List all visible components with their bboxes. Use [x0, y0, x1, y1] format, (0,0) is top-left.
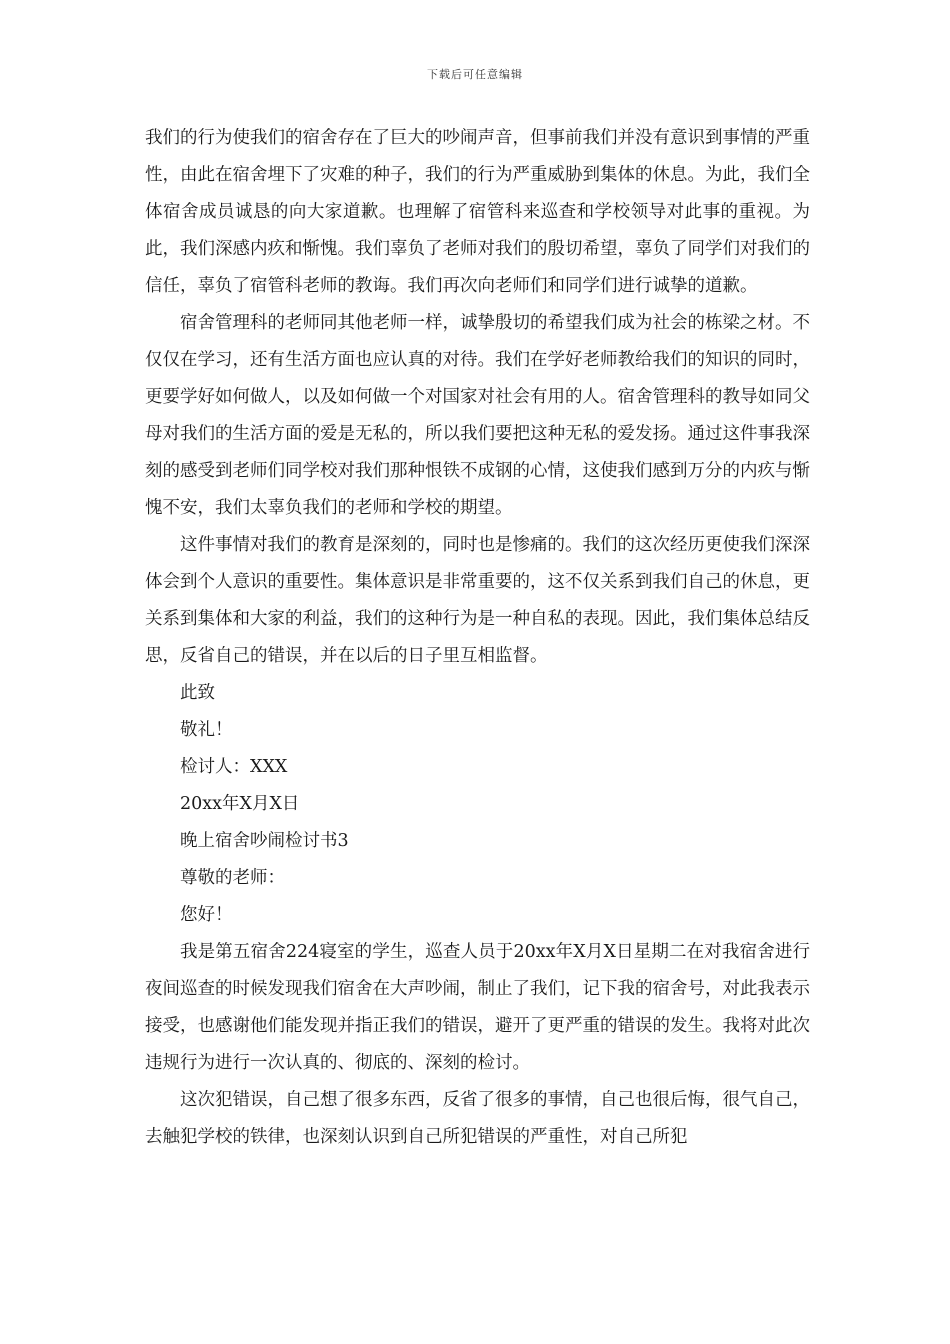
- closing-signer: 检讨人：XXX: [180, 757, 288, 777]
- closing-regards: 敬礼！: [180, 720, 233, 740]
- closing-salutation: 此致: [180, 683, 215, 703]
- paragraph-3: 这件事情对我们的教育是深刻的，同时也是惨痛的。我们的这次经历更使我们深深体会到个人意识的重要性。集体意识是非常重要的，这不仅关系到我们自己的休息，更关系到集体和大家的利益，我们的这种行为是一种自私的表现。因此，我们集体总结反思，反省自己的错误，并在以后的日子里互相监督。: [145, 535, 810, 666]
- section-title: 晚上宿舍吵闹检讨书3: [180, 831, 349, 851]
- paragraph-1: 我们的行为使我们的宿舍存在了巨大的吵闹声音，但事前我们并没有意识到事情的严重性，由此在宿舍埋下了灾难的种子，我们的行为严重威胁到集体的休息。为此，我们全体宿舍成员诚恳的向大家道歉。也理解了宿管科来巡查和学校领导对此事的重视。为此，我们深感内疚和惭愧。我们辜负了老师对我们的殷切希望，辜负了同学们对我们的信任，辜负了宿管科老师的教诲。我们再次向老师们和同学们进行诚挚的道歉。: [145, 128, 810, 296]
- section-paragraph-1: 我是第五宿舍224寝室的学生，巡查人员于20xx年X月X日星期二在对我宿舍进行夜间巡查的时候发现我们宿舍在大声吵闹，制止了我们，记下我的宿舍号，对此我表示接受，也感谢他们能发现并指正我们的错误，避开了更严重的错误的发生。我将对此次违规行为进行一次认真的、彻底的、深刻的检讨。: [145, 942, 810, 1073]
- letter-hello: 您好！: [180, 905, 233, 925]
- paragraph-2: 宿舍管理科的老师同其他老师一样，诚挚殷切的希望我们成为社会的栋梁之材。不仅仅在学习，还有生活方面也应认真的对待。我们在学好老师教给我们的知识的同时，更要学好如何做人，以及如何做一个对国家对社会有用的人。宿舍管理科的教导如同父母对我们的生活方面的爱是无私的，所以我们要把这种无私的爱发扬。通过这件事我深刻的感受到老师们同学校对我们那种恨铁不成钢的心情，这使我们感到万分的内疚与惭愧不安，我们太辜负我们的老师和学校的期望。: [145, 313, 810, 518]
- closing-date: 20xx年X月X日: [180, 794, 300, 814]
- letter-greeting: 尊敬的老师：: [180, 868, 285, 888]
- document-body: [145, 120, 810, 1156]
- section-paragraph-2: 这次犯错误，自己想了很多东西，反省了很多的事情，自己也很后悔，很气自己，去触犯学校的铁律，也深刻认识到自己所犯错误的严重性，对自己所犯: [145, 1090, 810, 1147]
- page-header-note: 下载后可任意编辑: [427, 68, 523, 81]
